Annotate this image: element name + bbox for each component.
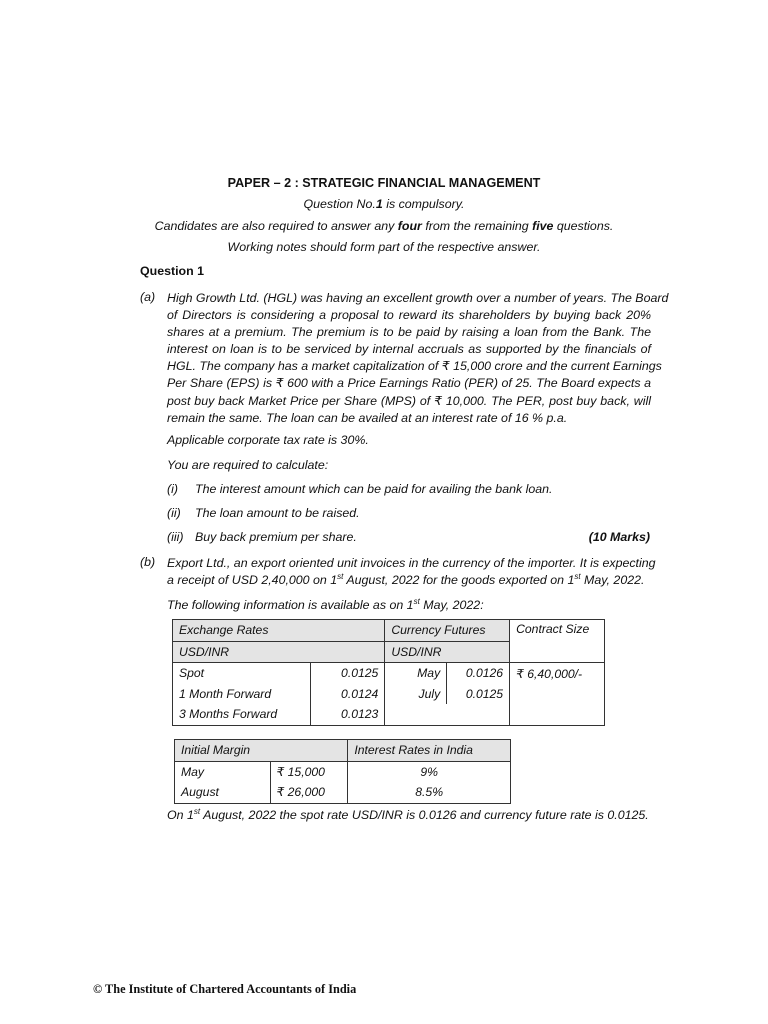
choice-note-four: four [397,219,422,233]
header-currency-futures: Currency Futures [385,620,510,642]
ordinal-suffix: st [413,596,420,606]
info-pre: The following information is available as on 1 [167,598,414,612]
closing-post: August, 2022 the spot rate USD/INR is 0.0126 and currency future rate is 0.0125. [200,808,649,822]
rate-label: 1 Month Forward [173,684,311,705]
sub-item-number: (ii) [167,506,181,520]
interest-rate: 8.5% [348,782,511,803]
contract-size-value: ₹ 6,40,000/- [510,663,605,726]
rate-label: Spot [173,663,311,684]
header-contract-size: Contract Size [510,620,605,663]
working-notes-note: Working notes should form part of the respective answer. [227,240,541,254]
part-a-line: of Directors is considering a proposal to reward its shareholders by buying back 20% [167,308,651,323]
futures-value: 0.0126 [447,663,510,684]
compulsory-note-post: is compulsory. [382,197,465,211]
compulsory-note [0,197,768,211]
futures-month: July [385,684,447,705]
rate-value: 0.0123 [310,704,385,725]
part-b-paragraph [167,555,656,589]
part-b-line2-mid: August, 2022 for the goods exported on 1 [343,573,575,588]
part-b-label: (b) [140,555,156,569]
margin-amount: ₹ 15,000 [270,761,348,782]
part-a-line: remain the same. The loan can be availed at an interest rate of 16 % p.a. [167,410,568,425]
paper-title: PAPER – 2 : STRATEGIC FINANCIAL MANAGEMENT [227,176,541,190]
marks-label: (10 Marks) [588,530,650,544]
part-b-line [167,572,651,589]
choice-note-post: questions. [553,219,614,233]
choice-note-mid: from the remaining [421,219,533,233]
table-row [175,782,511,803]
calculate-note: You are required to calculate: [167,458,329,472]
futures-value: 0.0125 [447,684,510,705]
ordinal-suffix: st [574,571,581,581]
question-heading: Question 1 [140,264,205,278]
rate-value: 0.0125 [310,663,385,684]
ordinal-suffix: st [193,806,201,816]
closing-pre: On 1 [167,808,194,822]
compulsory-note-pre: Question No. [303,197,376,211]
header-interest-rates: Interest Rates in India [348,740,511,762]
table-row [173,663,605,684]
choice-note [0,219,768,233]
futures-month: May [385,663,447,684]
compulsory-note-number: 1 [375,197,383,211]
sub-item-number: (iii) [167,530,184,544]
rate-label: 3 Months Forward [173,704,311,725]
info-post: May, 2022: [419,598,484,612]
sub-item-text: The interest amount which can be paid for availing the bank loan. [195,482,553,496]
part-a-paragraph [167,290,669,427]
tax-rate-note: Applicable corporate tax rate is 30%. [167,433,369,447]
part-a-line: HGL. The company has a market capitalization of ₹ 15,000 crore and the current Earnings [167,359,662,374]
copyright-footer: © The Institute of Chartered Accountants of India [93,982,357,996]
info-available-note [167,598,484,612]
part-b-line2-pre: a receipt of USD 2,40,000 on 1 [167,573,338,588]
margin-month: August [175,782,271,803]
part-a-line: interest on loan is to be serviced by internal accruals as supported by the financials of [167,342,651,357]
part-a-label: (a) [140,290,156,304]
header-initial-margin: Initial Margin [175,740,348,762]
margin-interest-table [174,739,511,804]
margin-amount: ₹ 26,000 [270,782,348,803]
sub-item-text: The loan amount to be raised. [195,506,360,520]
sub-item-number: (i) [167,482,179,496]
part-b-line2-post: May, 2022. [580,573,645,588]
ordinal-suffix: st [337,571,344,581]
header-usd-inr: USD/INR [385,641,510,663]
choice-note-pre: Candidates are also required to answer any [154,219,398,233]
exchange-rates-table [172,619,605,726]
table-row [175,761,511,782]
part-a-line: High Growth Ltd. (HGL) was having an excellent growth over a number of years. The Board [167,291,669,305]
part-b-line: Export Ltd., an export oriented unit invoices in the currency of the importer. It is expecting [167,556,656,570]
part-a-line: post buy back Market Price per Share (MPS) of ₹ 10,000. The PER, post buy back, will [167,393,651,408]
part-a-line: shares at a premium. The premium is to be paid by raising a loan from the Bank. The [167,325,651,340]
rate-value: 0.0124 [310,684,385,705]
sub-item-text: Buy back premium per share. [195,530,357,544]
margin-month: May [175,761,271,782]
closing-note [167,808,649,822]
choice-note-five: five [532,219,554,233]
interest-rate: 9% [348,761,511,782]
header-exchange-rates: Exchange Rates [173,620,385,642]
header-usd-inr: USD/INR [173,641,385,663]
futures-empty [385,704,510,725]
part-a-line: Per Share (EPS) is ₹ 600 with a Price Earnings Ratio (PER) of 25. The Board expects a [167,376,651,391]
